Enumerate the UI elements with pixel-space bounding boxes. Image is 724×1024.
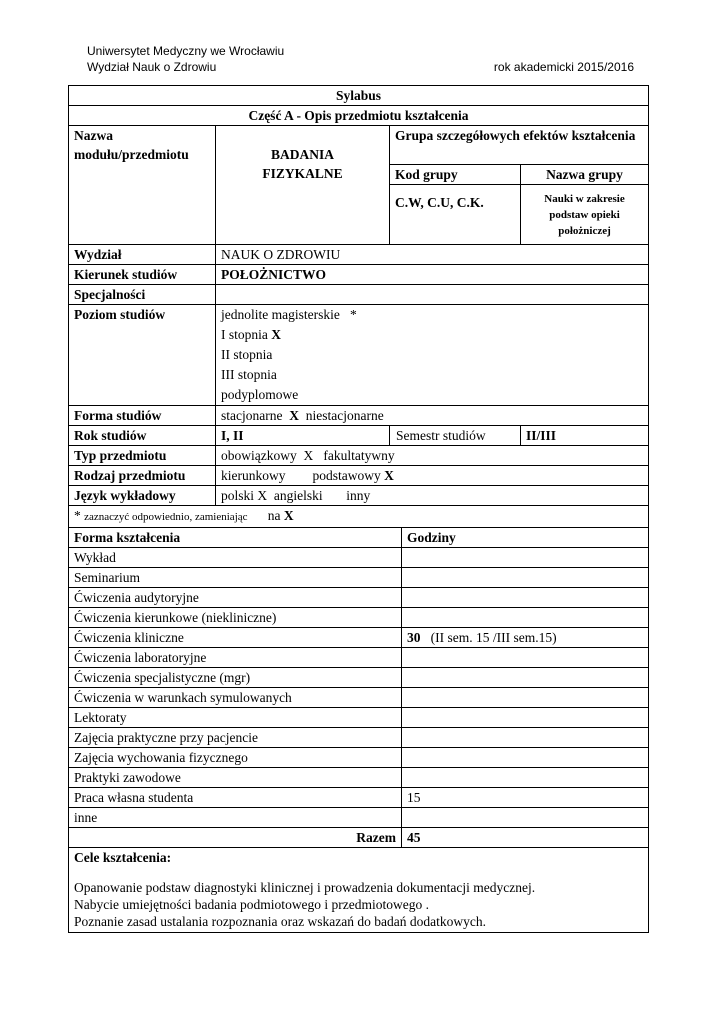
goal-item: Nabycie umiejętności badania podmiotowego i przedmiotowego .	[74, 897, 430, 912]
level-option: jednolite magisterskie *	[221, 307, 357, 322]
kind-value	[216, 466, 649, 486]
module-name-line-1: BADANIA	[270, 147, 334, 162]
module-label: Nazwa modułu/przedmiotu	[69, 126, 216, 245]
group-code: C.W, C.U, C.K.	[390, 185, 521, 245]
form-name: Ćwiczenia laboratoryjne	[69, 648, 402, 668]
form-hours	[402, 728, 649, 748]
year-value: I, II	[216, 426, 390, 446]
specialty-label: Specjalności	[69, 285, 216, 305]
form-hours	[402, 568, 649, 588]
semester-label: Semestr studiów	[390, 426, 521, 446]
level-option: III stopnia	[221, 367, 277, 382]
syllabus-table	[68, 85, 649, 933]
form-name: Ćwiczenia kierunkowe (niekliniczne)	[69, 608, 402, 628]
specialty-value	[216, 285, 649, 305]
form-hours	[402, 688, 649, 708]
level-option: podyplomowe	[221, 387, 299, 402]
form-name: Ćwiczenia w warunkach symulowanych	[69, 688, 402, 708]
type-label: Typ przedmiotu	[69, 446, 216, 466]
form-name: Ćwiczenia kliniczne	[69, 628, 402, 648]
note-star: *	[74, 508, 81, 523]
form-hours	[402, 548, 649, 568]
semester-value: II/III	[521, 426, 649, 446]
academic-year: rok akademicki 2015/2016	[493, 60, 634, 74]
level-option	[221, 325, 648, 345]
form-name: Praktyki zawodowe	[69, 768, 402, 788]
language-label: Język wykładowy	[69, 486, 216, 506]
form-name: Lektoraty	[69, 708, 402, 728]
university-name: Uniwersytet Medyczny we Wrocławiu	[87, 44, 285, 58]
goal-item: Poznanie zasad ustalania rozpoznania oraz wskazań do badań dodatkowych.	[74, 914, 486, 929]
form-name: Wykład	[69, 548, 402, 568]
form-hours	[402, 648, 649, 668]
form-name: Zajęcia praktyczne przy pacjencie	[69, 728, 402, 748]
year-label: Rok studiów	[69, 426, 216, 446]
group-name-label: Nazwa grupy	[521, 165, 649, 185]
form-value	[216, 406, 649, 426]
form-hours	[402, 748, 649, 768]
level-option: II stopnia	[221, 347, 273, 362]
direction-label: Kierunek studiów	[69, 265, 216, 285]
faculty-label: Wydział	[69, 245, 216, 265]
level-options	[216, 305, 649, 406]
note-x: X	[283, 508, 294, 523]
part-title: Część A - Opis przedmiotu kształcenia	[69, 106, 649, 126]
syllabus-title: Sylabus	[69, 86, 649, 106]
form-name: Seminarium	[69, 568, 402, 588]
forms-header: Forma kształcenia	[69, 528, 402, 548]
form-name: inne	[69, 808, 402, 828]
direction-value: POŁOŻNICTWO	[216, 265, 649, 285]
form-hours	[402, 768, 649, 788]
group-code-label: Kod grupy	[390, 165, 521, 185]
kind-mark: X	[384, 468, 394, 483]
faculty-header: Wydział Nauk o Zdrowiu	[87, 60, 217, 74]
form-name: Praca własna studenta	[69, 788, 402, 808]
module-name-line-2: FIZYKALNE	[262, 166, 343, 181]
total-value: 45	[402, 828, 649, 848]
form-name: Ćwiczenia audytoryjne	[69, 588, 402, 608]
form-hours	[402, 608, 649, 628]
form-hours	[402, 628, 649, 648]
note-na: na	[267, 508, 281, 523]
form-option-1: stacjonarne	[221, 408, 283, 423]
kind-options: kierunkowy podstawowy	[221, 468, 381, 483]
faculty-value: NAUK O ZDROWIU	[216, 245, 649, 265]
form-hours	[402, 668, 649, 688]
note-row	[69, 506, 649, 528]
goal-item: Opanowanie podstaw diagnostyki klinicznej i prowadzenia dokumentacji medycznej.	[74, 880, 536, 895]
form-option-2: niestacjonarne	[305, 408, 384, 423]
form-label: Forma studiów	[69, 406, 216, 426]
form-name: Ćwiczenia specjalistyczne (mgr)	[69, 668, 402, 688]
form-hours	[402, 808, 649, 828]
form-hours: 15	[402, 788, 649, 808]
total-label: Razem	[69, 828, 402, 848]
type-value: obowiązkowy X fakultatywny	[216, 446, 649, 466]
goals-label: Cele kształcenia:	[74, 850, 172, 865]
form-name: Zajęcia wychowania fizycznego	[69, 748, 402, 768]
form-mark: X	[289, 408, 299, 423]
clinical-hours-note: (II sem. 15 /III sem.15)	[430, 630, 557, 645]
kind-label: Rodzaj przedmiotu	[69, 466, 216, 486]
level-label: Poziom studiów	[69, 305, 216, 406]
language-value: polski X angielski inny	[216, 486, 649, 506]
hours-header: Godziny	[402, 528, 649, 548]
form-hours	[402, 588, 649, 608]
clinical-hours: 30	[407, 630, 421, 645]
group-header: Grupa szczegółowych efektów kształcenia	[390, 126, 649, 165]
level-mark: X	[271, 327, 281, 342]
group-name: Nauki w zakresie podstaw opieki położniczej	[521, 185, 649, 245]
module-name	[216, 126, 390, 245]
note-text: zaznaczyć odpowiednio, zamieniając	[84, 511, 248, 523]
level-option-text: I stopnia	[221, 327, 268, 342]
goals-cell	[69, 848, 649, 933]
form-hours	[402, 708, 649, 728]
